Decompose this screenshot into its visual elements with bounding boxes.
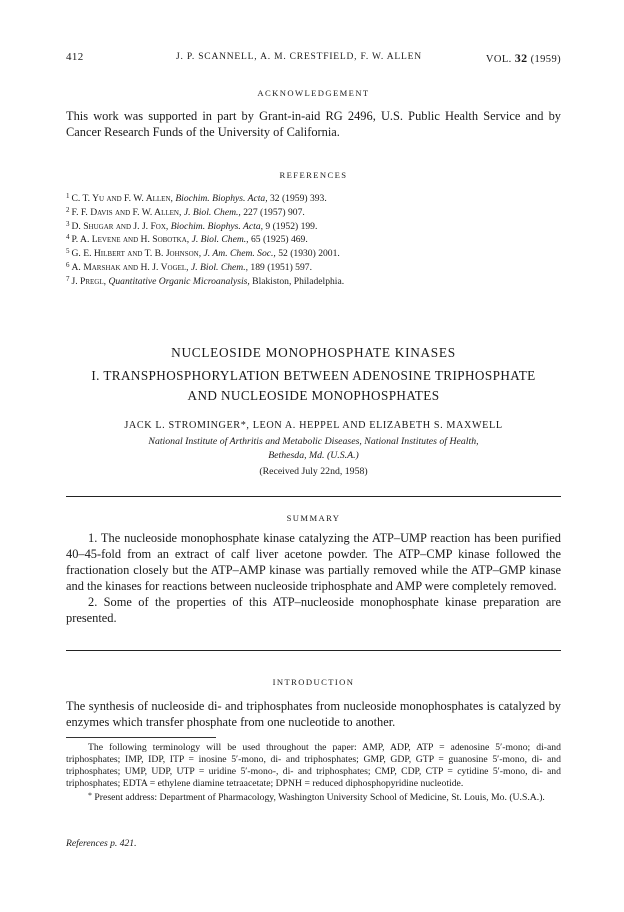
- summary-body: [66, 530, 561, 626]
- reference-details: 189 (1951) 597.: [250, 261, 312, 273]
- article-authors: JACK L. STROMINGER*, LEON A. HEPPEL AND ELIZABETH S. MAXWELL: [124, 420, 503, 431]
- footnote-star: *: [88, 791, 92, 800]
- article-title: NUCLEOSIDE MONOPHOSPHATE KINASES: [171, 345, 456, 360]
- reference-journal: J. Am. Chem. Soc.,: [203, 248, 276, 260]
- reference-item: [66, 219, 561, 233]
- article-affiliation: [120, 435, 507, 463]
- reference-item: [66, 205, 561, 219]
- summary-paragraph-2: 2. Some of the properties of this ATP–nucleoside monophosphate kinase preparation are presented.: [66, 595, 561, 625]
- page-number: 412: [66, 51, 84, 63]
- introduction-text: The synthesis of nucleoside di- and triphosphates from nucleoside monophosphates is catalyzed by enzymes which transfer phosphate from one nucleotide to another.: [66, 699, 561, 729]
- reference-number: 7: [66, 274, 70, 283]
- reference-details: 52 (1930) 2001.: [278, 248, 340, 260]
- reference-details: 32 (1959) 393.: [270, 193, 327, 204]
- footnote-rule: [66, 737, 216, 738]
- reference-item: [66, 191, 561, 205]
- reference-authors: C. T. Yu and F. W. Allen,: [71, 193, 173, 204]
- volume-info: [486, 51, 561, 66]
- summary-heading: SUMMARY: [286, 513, 341, 523]
- reference-journal: J. Biol. Chem.,: [191, 234, 249, 246]
- article-subtitle-line-1: I. TRANSPHOSPHORYLATION BETWEEN ADENOSINE TRIPHOSPHATE: [91, 368, 536, 383]
- summary-bottom-rule: [66, 650, 561, 651]
- reference-journal: Biochim. Biophys. Acta,: [175, 193, 268, 204]
- terminology-footnote: The following terminology will be used throughout the paper: AMP, ADP, ATP = adenosine 5′-mono; di-and triphosphates; IMP, IDP, ITP = inosine 5′-mono, di- and triphosphates; GMP, GDP, GTP = guanosine 5′-mono, di- and triphosphates; UMP, UDP, UTP = uridine 5′-mono-, di- and triphosphates; CMP, CDP, CTP = cytidine 5′-mono, di- and triphosphates; EDTA = ethylene diamine tetraacetate; DPNH = reduced diphosphopyridine nucleotide.: [66, 742, 561, 789]
- summary-top-rule: [66, 496, 561, 497]
- volume-year: (1959): [530, 54, 561, 65]
- reference-authors: F. F. Davis and F. W. Allen,: [71, 206, 182, 218]
- summary-paragraph-1: 1. The nucleoside monophosphate kinase catalyzing the ATP–UMP reaction has been purified 40–45-fold from an extract of calf liver acetone powder. The ATP–CMP kinase followed the fractionation closely but the ATP–AMP kinase was partially removed while the ATP–GMP kinase and the kinases for reactions between nucleoside triphosphate and AMP were completely removed.: [66, 531, 561, 593]
- reference-journal: Quantitative Organic Microanalysis,: [108, 275, 250, 287]
- reference-journal: Biochim. Biophys. Acta,: [170, 220, 264, 232]
- article-subtitle: [66, 366, 561, 406]
- reference-journal: J. Biol. Chem.,: [190, 261, 249, 273]
- references-pointer: References p. 421.: [66, 838, 137, 849]
- reference-authors: J. Pregl,: [71, 275, 107, 287]
- introduction-heading: INTRODUCTION: [272, 677, 355, 687]
- reference-details: 227 (1957) 907.: [243, 206, 305, 218]
- reference-item: [66, 246, 561, 260]
- reference-number: 2: [66, 205, 70, 214]
- reference-authors: G. E. Hilbert and T. B. Johnson,: [71, 248, 202, 260]
- reference-details: 9 (1952) 199.: [265, 220, 318, 232]
- reference-number: 6: [66, 260, 70, 269]
- volume-prefix: VOL.: [485, 54, 512, 65]
- volume-number: 32: [514, 51, 528, 65]
- present-address-footnote: [66, 790, 561, 804]
- acknowledgement-heading: ACKNOWLEDGEMENT: [257, 88, 370, 98]
- reference-item: [66, 232, 561, 246]
- references-heading: REFERENCES: [279, 170, 348, 180]
- reference-item: [66, 274, 561, 288]
- reference-number: 4: [66, 233, 70, 242]
- affiliation-line-1: National Institute of Arthritis and Metabolic Diseases, National Institutes of Health,: [148, 436, 479, 447]
- reference-details: Blakiston, Philadelphia.: [252, 275, 345, 287]
- acknowledgement-text: This work was supported in part by Grant-in-aid RG 2496, U.S. Public Health Service and by Cancer Research Funds of the University of California.: [66, 109, 561, 139]
- reference-details: 65 (1925) 469.: [251, 234, 308, 246]
- reference-journal: J. Biol. Chem.,: [183, 206, 241, 218]
- reference-number: 5: [66, 247, 70, 256]
- reference-authors: A. Marshak and H. J. Vogel,: [71, 261, 189, 273]
- reference-authors: P. A. Levene and H. Sobotka,: [71, 234, 190, 246]
- reference-number: 3: [66, 219, 70, 228]
- footnotes: [66, 742, 561, 804]
- running-head-authors: J. P. SCANNELL, A. M. CRESTFIELD, F. W. ALLEN: [176, 52, 422, 62]
- article-subtitle-line-2: AND NUCLEOSIDE MONOPHOSPHATES: [187, 388, 440, 403]
- references-list: [66, 191, 561, 288]
- reference-item: [66, 260, 561, 274]
- received-date: (Received July 22nd, 1958): [259, 466, 368, 477]
- reference-number: 1: [66, 192, 70, 200]
- present-address-text: Present address: Department of Pharmacology, Washington University School of Medicine, St. Louis, Mo. (U.S.A.).: [94, 792, 545, 803]
- affiliation-line-2: Bethesda, Md. (U.S.A.): [268, 450, 359, 461]
- reference-authors: D. Shugar and J. J. Fox,: [71, 220, 169, 232]
